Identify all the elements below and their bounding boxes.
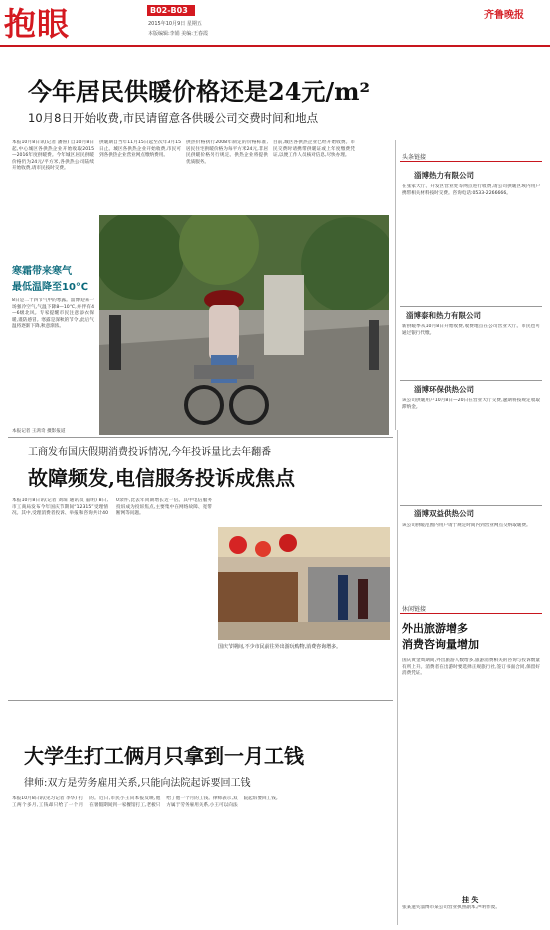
sidebar-header-rule — [400, 161, 542, 162]
weather-headline-2: 最低温降至10℃ — [12, 282, 89, 293]
worker-body: 本报10月8日讯(见习记者 李华) 打工两个多月,工钱却只给了一个月的。近日,市民小王向本报反映,他在暑假期间到一家餐馆打工,老板只给了他一个月的工钱。律师表示,双方属于劳务雇用关系,小王可以向法院起诉要回工钱。 — [12, 796, 281, 808]
sidebar-item-body-3: 该公司供暖用户10月8日—20日在营业大厅交费,逾期将按规定收取滞纳金。 — [402, 398, 540, 410]
sidebar-item-title-4: 淄博双益供热公司 — [414, 509, 474, 518]
date-line: 2015年10月9日 星期五 — [148, 21, 202, 27]
lead-col-2: 供暖期自当年11月15日起至次年3月15日止。城区各供热企业开始收费,市民可到各供热企业营业网点缴纳费用。 — [99, 140, 181, 159]
sidebar-item-body-4: 该公司供暖范围内用户请于规定时间内到营业网点交纳取暖费。 — [402, 523, 531, 528]
notice-title: 挂 失 — [462, 896, 479, 904]
telecom-kicker: 工商发布国庆假期消费投诉情况,今年投诉量比去年翻番 — [28, 447, 272, 458]
telecom-photo — [218, 527, 390, 640]
weather-byline: 本报记者 王鸿奇 摄影报道 — [12, 429, 66, 434]
weather-photo — [99, 215, 389, 435]
promo-header: 休闲链接 — [402, 606, 427, 613]
lead-col-1: 本报10月8日讯(记者 潘鲁) 自10月8日起,中心城区各供热企业开始收取2015—2016年度供暖费。今年城区居民供暖价格仍为24元/平方米,各供热公司陆续开始收费,请市民按时交费。 — [12, 140, 94, 172]
section-logo — [4, 4, 104, 44]
sidebar-item-body-2: 新供暖季从10月8日开始收费,收费地点在公司营业大厅。市民也可通过银行代缴。 — [402, 324, 540, 336]
sidebar-item-title-1: 淄博热力有限公司 — [414, 171, 474, 180]
notice-body: 张某遗失淄博市某公司营业执照副本,声明作废。 — [402, 905, 500, 910]
section-title: 抱眼 — [4, 5, 71, 43]
promo-header-rule — [400, 613, 542, 614]
weather-body: 8日是二十四节气中的寒露。淄博迎来一场强冷空气,气温下降8—10℃,并伴有4—6级北风。专家提醒市民注意添衣保暖,谨防感冒。寒露是深秋的节令,此后气温将逐渐下降,秋意渐浓。 — [12, 298, 94, 330]
section-rule-2 — [8, 700, 393, 701]
lead-subhead: 10月8日开始收费,市民请留意各供暖公司交费时间和地点 — [28, 111, 319, 125]
editor-line: 本版编辑:李娟 美编:王春霞 — [148, 31, 208, 37]
paper-logo: 齐鲁晚报 — [484, 10, 524, 21]
sidebar-header: 头条链接 — [402, 154, 427, 161]
lead-col-3: 供热价格执行2008年制定的价格标准,居民住宅供暖价格为每平方米24元,非居民供暖价格另行规定。供热企业将提供优质服务。 — [186, 140, 268, 165]
promo-body: 国庆黄金周期间,外出旅游人数增多,旅游消费相关的咨询与投诉数量有所上升。消费者在出游时要选择正规旅行社,签订书面合同,保留好消费凭证。 — [402, 658, 540, 677]
sidebar-item-title-3: 淄博环保供热公司 — [414, 385, 474, 394]
sidebar-item-title-2: 淄博泰和热力有限公司 — [406, 311, 481, 320]
mall-photo-illustration — [218, 527, 390, 640]
sidebar-divider-2 — [400, 380, 542, 381]
section-rule-1 — [8, 437, 393, 438]
lead-col-divider — [395, 140, 396, 430]
sidebar-divider-vertical — [397, 430, 398, 925]
sidebar-divider-1 — [400, 306, 542, 307]
cyclist-photo-illustration — [99, 215, 389, 435]
lead-col-4: 目前,城区各供热企业已经开始收费。市民交费时请携带供暖证或上年度缴费凭证,以便工作人员核对信息,尽快办理。 — [273, 140, 355, 159]
telecom-photo-caption: 国庆节期间,不少市民前往外出游玩购物,消费咨询增多。 — [218, 644, 342, 650]
lead-headline: 今年居民供暖价格还是24元/m² — [28, 77, 371, 106]
sidebar-divider-3 — [400, 505, 542, 506]
page-code: B02-B03 — [150, 6, 188, 15]
promo-title-1: 外出旅游增多 — [402, 622, 468, 635]
telecom-body: 本报10月8日讯(记者 刘琛 通讯员 董明) 8日,市工商局发布今年国庆节期间“12315”受理情况。其中,受理消费者投诉、举报和咨询共计400余件,比去年同期增长近一倍。其中电信服务投诉成为投诉焦点,主要集中在网络故障、宽带断网等问题。 — [12, 498, 212, 517]
worker-subhead: 律师:双方是劳务雇用关系,只能向法院起诉要回工钱 — [24, 778, 251, 789]
weather-headline-1: 寒霜带来寒气 — [12, 266, 72, 277]
sidebar-item-body-1: 在张家大厅、开发区营业处等网点进行收费,请公司供暖区域内用户携带相关材料按时交费。咨询电话:0533-2266666。 — [402, 184, 540, 196]
masthead-rule — [0, 45, 550, 47]
worker-headline: 大学生打工俩月只拿到一月工钱 — [24, 744, 304, 768]
promo-title-2: 消费咨询量增加 — [402, 638, 479, 651]
telecom-headline: 故障频发,电信服务投诉成焦点 — [28, 466, 295, 490]
telecom-body-more — [218, 655, 390, 695]
